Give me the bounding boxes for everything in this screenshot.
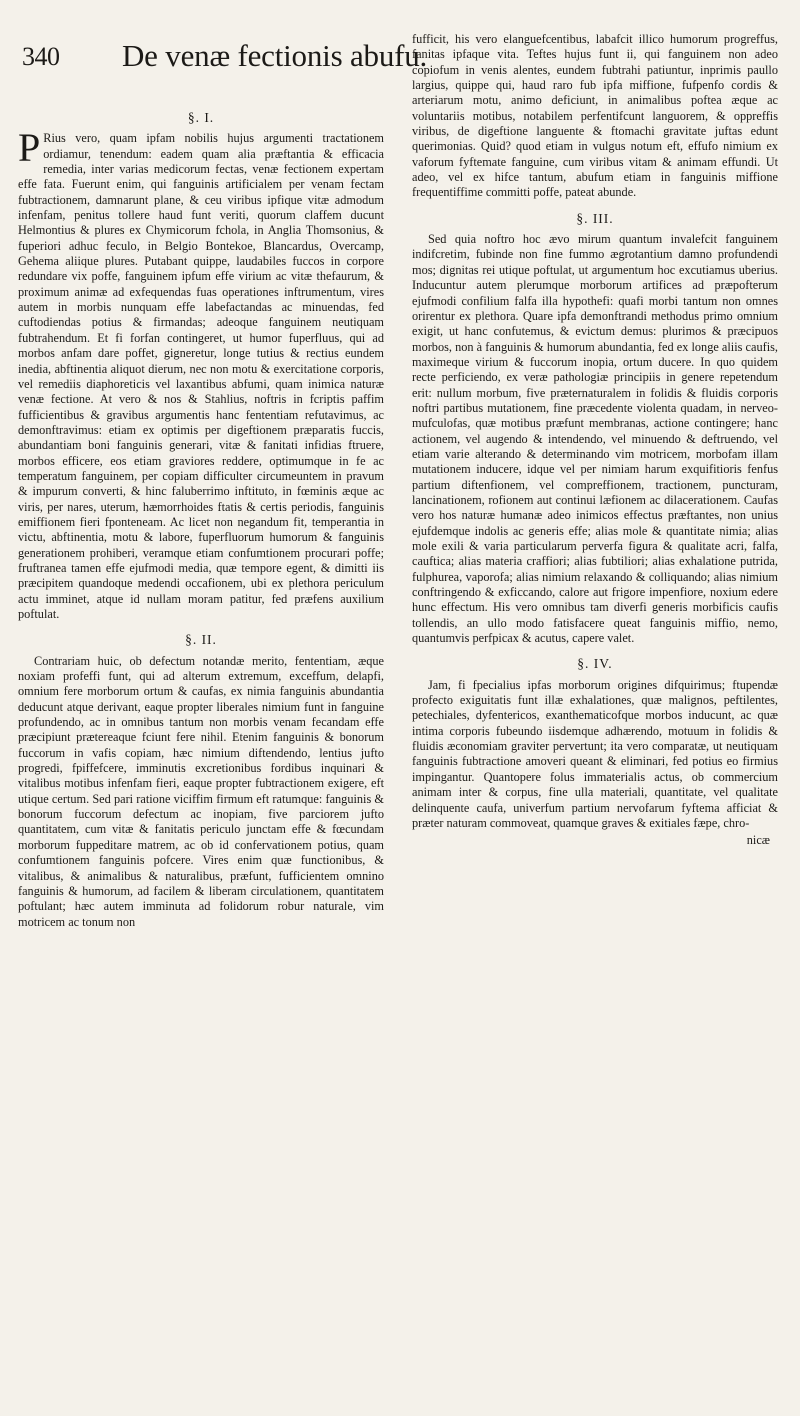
left-column	[18, 110, 384, 934]
section-4-heading: §. IV.	[577, 656, 613, 672]
page-number: 340	[22, 42, 60, 71]
running-title: De venæ fectionis abufu.	[122, 38, 428, 73]
section-2-paragraph: Contrariam huic, ob defectum notandæ merito, fententiam, æque noxiam profeffi funt, qui ad alterum extremum, exceffum, delapfi, omnium fere morborum ortum & caufas, ex nimia fanguinis abundantia deducunt atque derivant, eaque propter liberales nimium funt in fanguine profundendo, ac in omnibus tantum non morbis venam fecandam effe præcipiunt prætereaque fciunt fere nihil. Etenim fanguinis & bonorum fuccorum in vafis copiam, hæc nimium diftendendo, lentius jufto progredi, fpiffefcere, imminutis excretionibus fordibus inquinari & vitalibus motibus infenfam fieri, eaque propter fubtractionem exigere, eft utique certum. Sed pari ratione viciffim firmum eft ratumque: fanguinis & bonorum fuccorum defectum ac inopiam, five parciorem jufto quantitatem, cum vitæ & fanitatis periculo junctam effe & fœcundam morborum fuppeditare matrem, ac ob id confervationem potius, quam confumtionem fanguinis pofcere. Vires enim quæ functionibus, & vitalibus, & animalibus & naturalibus, præfunt, fufficientem omnino fanguinis & humorum, ad facilem & liberam circulationem, quantitatem poftulant; hæc autem imminuta ad folidorum robur naturale, vim motricem ac tonum non	[18, 653, 384, 929]
section-1-text: Rius vero, quam ipfam nobilis hujus argumenti tractationem ordiamur, tenendum: eadem quam alia præftantia & efficacia remedia, inter varias medicorum fectas, venæ fectionem expertam effe fata. Fuerunt enim, qui fanguinis artificialem per venam fectam fubtractionem, damnarunt plane, & ceu viribus ipfique vitæ admodum infenfam, penitus tollere haud funt veriti, quorum claffem ducunt Helmontius & plures ex Chymicorum fchola, in Anglia Thomsonius, & fuperiori adhuc feculo, in Belgio Bontekoe, Blancardus, Overcamp, Gehema aliique plures. Putabant quippe, laudabiles fuccos in corpore redundare vix poffe, fanguinem ipfum effe virium ac vitæ thefaurum, & proximum animæ ad exfequendas fuas operationes inftrumentum, vires autem in morbis nunquam effe labefactandas ac minuendas, fed cuftodiendas potius & firmandas; adeoque fanguinem neutiquam fubtrahendum. Et fi forfan contingeret, ut humor fuperfluus, qui ad morbos anfam dare poffet, gigneretur, longe tutius & rectius eundem inedia, abftinentia aliquot dierum, nec non motu & exercitatione corporis, vel remediis diaphoreticis vel laxantibus abfumi, quam inimica naturæ venæ fectione. At vero & nos & Stahlius, noftris in fcriptis paffim fufficientibus & gravibus argumentis hanc fententiam refutavimus, ac demonftravimus: etiam ex optimis per digeftionem præparatis fuccis, abundantiam boni fanguinis generari, vitæ & fanitati infidias ftruere, morbos efficere, eos etiam graviores reddere, optimumque in fe ac temperatum fanguinem, per copiam difficulter circumeuntem in pravum & impurum converti, & hinc faluberrimo inftituto, in fœminis æque ac viris, per nares, uterum, hæmorrhoides ftatis & certis periodis, fanguinis emiffionem fieri fponteneam. Ac licet non negandum fit, temperantia in victu, abftinentia, motu & labore, fuperfluorum humorum & fanguinis generationem prohiberi, veramque etiam confumtionem procurari poffe; fruftranea tamen effe ejufmodi media, quæ tempore egent, & dimitti iis præcipitem quandoque medendi occafionem, ubi ex plethora periculum actu imminet, atque id nullam moram patitur, fed præfens auxilium poftulat.	[18, 131, 384, 621]
right-column	[412, 32, 778, 849]
catchword: nicæ	[746, 833, 770, 848]
section-2-heading: §. II.	[185, 632, 217, 648]
section-1-paragraph	[18, 125, 384, 622]
drop-cap: P	[18, 125, 41, 171]
section-3-heading: §. III.	[576, 210, 614, 226]
section-3-paragraph: Sed quia noftro hoc ævo mirum quantum invalefcit fanguinem indifcretim, fubinde non fine fummo ægrotantium damno profundendi mos; dignitas rei utique poftulat, ut argumentum hoc excutiamus uberius. Inducuntur autem plerumque morborum artifices ad præpofterum ejufmodi confilium falfa illa hypothefi: quafi morbi tantum non omnes orirentur ex plethora. Quare ipfa demonftrandi methodus primo omnium exigit, ut hanc confutemus, & evictum demus: plurimos & præcipuos morbos, non à fanguinis & humorum abundantia, fed ex longe aliis caufis, maximeque virium & fuccorum inopia, ortum ducere. In quo quidem recte perficiendo, ex veræ pathologiæ principiis in genere repetendum erit: nullum morbum, five præternaturalem in folidis & fluidis corporis noftri partibus mutationem, fine præcedente violenta quadam, in nerveo-mufculofas, quæ motibus præfunt membranas, actione contingere; hanc actionem, vel augendo & intendendo, vel minuendo & deftruendo, vel etiam varie alterando & determinando vim motricem, morbofam illam mutationem inducere, idque vel per nimiam harum exquifitioris fenfus partium diftenfionem, vel compreffionem, tractionem, puncturam, lancinationem, rofionem aut continui læfionem ac dilacerationem. Caufas vero hos naturæ humanæ adeo inimicos effectus præftantes, non unius ejufdemque indolis ac generis effe; alias mole & quantitate nimia; alias mole exili & varia particularum perverfa figura & qualitate acri, falfa, cauftica; alias materia craffiori; alias fubtiliori; alias exhalatione putrida, fulphurea, vaporofa; alias nimium relaxando & colliquando; alias nimium conftringendo & exficcando, calore aut frigore impenfiore, noxium edere hunc effectum. His vero omnibus tam diverfi generis morbificis caufis tollendis, an ullo modo fatisfacere queat fanguinis miffio, nemo, quantumvis perfpicax & acutus, capere valet.	[412, 232, 778, 646]
continued-paragraph: fufficit, his vero elanguefcentibus, labafcit illico humorum progreffus, fanitas ipfaque vita. Teftes hujus funt ii, qui fanguinem non adeo copiofum in venis alentes, eundem fubtrahi patiuntur, inprimis paullo largius, quippe qui, haud raro fub ipfa miffione, fufpenfo cordis & arteriarum motu, animo deficiunt, in animalibus poftea æque ac voluntariis motibus, notabilem perfentifcunt languorem, & oppreffis viribus, de digeftione languente & ftomachi gravitate juftas edunt querimonias. Quid? quod etiam in vulgus notum eft, effufo nimium ex vaforum fyftemate fanguine, cum viribus vitam & animam effundi. Ut adeo, vel ex hifce tantum, abufum etiam in fanguinis miffione frequentiffime committi poffe, pateat abunde.	[412, 32, 778, 200]
section-1-heading: §. I.	[187, 110, 215, 125]
section-4-paragraph: Jam, fi fpecialius ipfas morborum origines difquirimus; ftupendæ profecto exiguitatis funt illæ exhalationes, quæ malignos, peftilentes, petechiales, dyfentericos, exanthematicofque morbos inducunt, ac quæ intima corporis fubeundo iisdemque adhærendo, motuum in folidis & fluidis æconomiam graviter pervertunt; ita vero comparatæ, ut neutiquam fanguinis fubtractione amoveri queant & eliminari, fed potius eo firmius impingantur. Quantopere folus immaterialis actus, ob commercium animam inter & corpus, fine ulla materiali, quantitate, vel qualitate delinquente caufa, univerfum partium nervofarum fyftema afficiat & præter naturam commoveat, quamque graves & exitiales fæpe, chro-	[412, 677, 778, 830]
